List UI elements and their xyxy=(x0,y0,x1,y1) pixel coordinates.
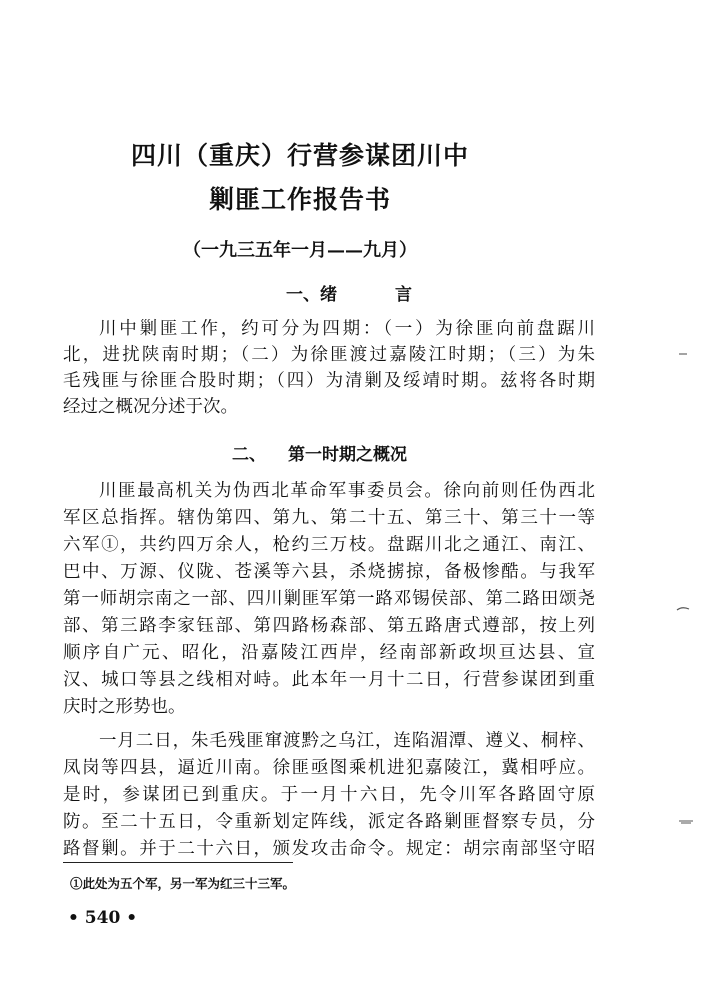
section2-line: 川匪最高机关为伪西北革命军事委员会。徐向前则任伪西北 xyxy=(99,481,595,501)
section2-line: 巴中、万源、仪陇、苍溪等六县，杀烧掳掠，备极惨酷。与我军 xyxy=(63,562,595,582)
section2-line: 庆时之形势也。 xyxy=(63,697,186,717)
section2-title: 第一时期之概况 xyxy=(288,445,407,465)
document-title-line1: 四川（重庆）行营参谋团川中 xyxy=(130,141,469,170)
section1-heading xyxy=(286,280,412,305)
date-range: （一九三五年一月——九月） xyxy=(183,240,417,261)
section1-title-a: 绪 xyxy=(320,285,337,305)
section1-title-b: 言 xyxy=(395,285,412,305)
scan-mark xyxy=(678,352,688,356)
section2-para2-line: 防。至二十五日，令重新划定阵线，派定各路剿匪督察专员，分 xyxy=(63,812,595,832)
section1-line: 经过之概况分述于次。 xyxy=(63,397,238,417)
section2-number: 二、 xyxy=(232,445,266,465)
section1-line: 毛残匪与徐匪合股时期；（四）为清剿及绥靖时期。兹将各时期 xyxy=(63,371,595,391)
scan-mark xyxy=(678,818,688,822)
page-number: • 540 • xyxy=(68,908,138,928)
section2-line: 六军①，共约四万余人，枪约三万枝。盘踞川北之通江、南江、 xyxy=(63,535,595,555)
section2-para2-line: 是时，参谋团已到重庆。于一月十六日，先令川军各路固守原 xyxy=(63,785,595,805)
section2-line: 顺序自广元、昭化，沿嘉陵江西岸，经南部新政坝亘达县、宣 xyxy=(63,643,595,663)
section2-heading xyxy=(232,440,407,465)
section2-line: 军区总指挥。辖伪第四、第九、第二十五、第三十、第三十一等 xyxy=(63,508,595,528)
footnote-divider xyxy=(63,862,293,863)
footnote: ①此处为五个军，另一军为红三十三军。 xyxy=(70,876,296,891)
section2-line: 汉、城口等县之线相对峙。此本年一月十二日，行营参谋团到重 xyxy=(63,670,595,690)
scan-mark xyxy=(676,606,686,610)
document-title-line2: 剿匪工作报告书 xyxy=(208,185,391,214)
section1-line: 北，进扰陕南时期；（二）为徐匪渡过嘉陵江时期；（三）为朱 xyxy=(63,345,595,365)
section1-number: 一、 xyxy=(286,285,320,305)
section1-line: 川中剿匪工作，约可分为四期：（一）为徐匪向前盘踞川 xyxy=(99,319,595,339)
section2-line: 部、第三路李家钰部、第四路杨森部、第五路唐式遵部，按上列 xyxy=(63,616,595,636)
section2-para2-line: 路督剿。并于二十六日，颁发攻击命令。规定：胡宗南部坚守昭 xyxy=(63,839,595,859)
section2-line: 第一师胡宗南之一部、四川剿匪军第一路邓锡侯部、第二路田颂尧 xyxy=(63,589,595,609)
section2-para2-line: 凤岗等四县，逼近川南。徐匪亟图乘机进犯嘉陵江，冀相呼应。 xyxy=(63,758,595,778)
section2-para2-line: 一月二日，朱毛残匪窜渡黔之乌江，连陷湄潭、遵义、桐梓、 xyxy=(99,731,595,751)
